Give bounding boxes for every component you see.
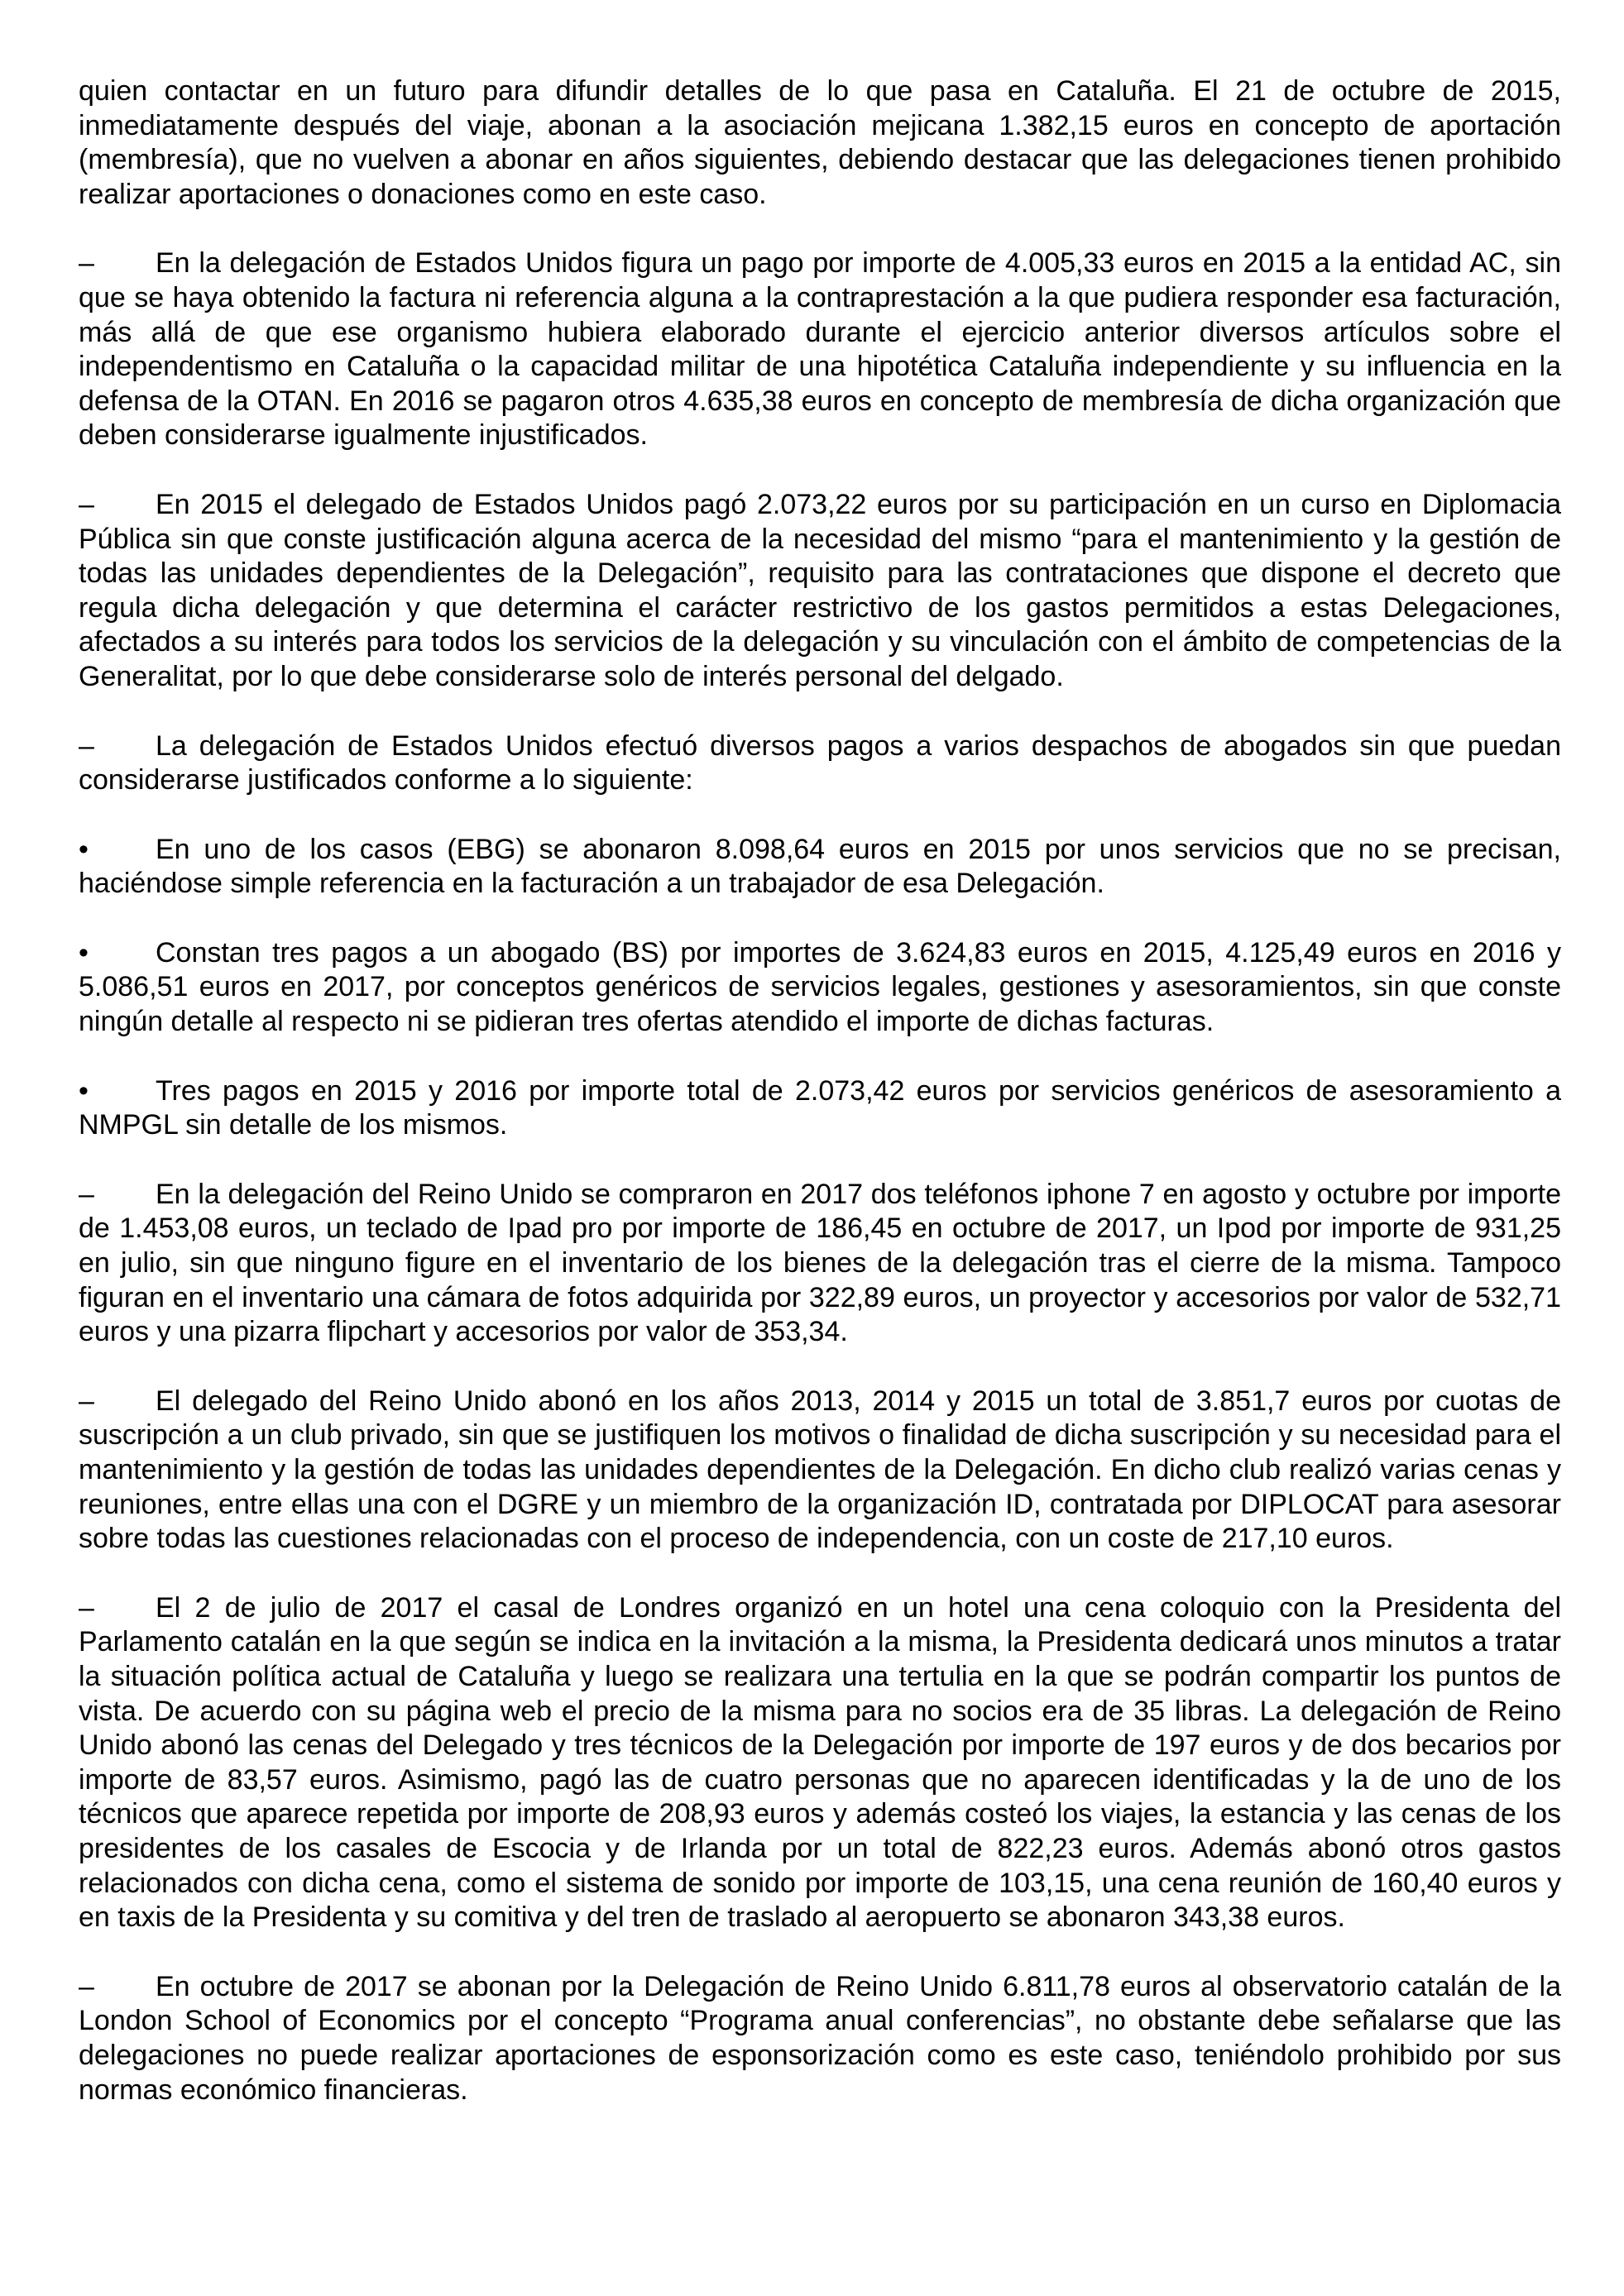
dash-paragraph: [79, 1178, 1561, 1350]
dash-paragraph: [79, 1970, 1561, 2107]
dash-marker: –: [79, 488, 94, 520]
paragraph-text: quien contactar en un futuro para difundir detalles de lo que pasa en Cataluña. El 21 de octubre de 2015, inmediatamente después del viaje, abonan a la asociación mejicana 1.382,15 euros en concepto de aportación (membresía), que no vuelven a abonar en años siguientes, debiendo destacar que las delegaciones tienen prohibido realizar aportaciones o donaciones como en este caso.: [79, 75, 1561, 210]
paragraph-text: Constan tres pagos a un abogado (BS) por importes de 3.624,83 euros en 2015, 4.125,49 euros en 2016 y 5.086,51 euros en 2017, por conceptos genéricos de servicios legales, gestiones y asesoramientos, sin que conste ningún detalle al respecto ni se pidieran tres ofertas atendido el importe de dichas facturas.: [79, 936, 1561, 1038]
paragraph-text: En 2015 el delegado de Estados Unidos pagó 2.073,22 euros por su participación en un curso en Diplomacia Pública sin que conste justificación alguna acerca de la necesidad del mismo “para el mantenimiento y la gestión de todas las unidades dependientes de la Delegación”, requisito para las contrataciones que dispone el decreto que regula dicha delegación y que determina el carácter restrictivo de los gastos permitidos a estas Delegaciones, afectados a su interés para todos los servicios de la delegación y su vinculación con el ámbito de competencias de la Generalitat, por lo que debe considerarse solo de interés personal del delgado.: [79, 488, 1561, 692]
dash-paragraph: [79, 1385, 1561, 1557]
paragraph-text: Tres pagos en 2015 y 2016 por importe total de 2.073,42 euros por servicios genéricos de asesoramiento a NMPGL sin detalle de los mismos.: [79, 1074, 1561, 1141]
dash-paragraph: [79, 1591, 1561, 1935]
paragraph-text: La delegación de Estados Unidos efectuó diversos pagos a varios despachos de abogados sin que puedan considerarse justificados conforme a lo siguiente:: [79, 729, 1561, 796]
dash-paragraph: [79, 729, 1561, 798]
dash-marker: –: [79, 247, 94, 280]
paragraph-text: El 2 de julio de 2017 el casal de Londres organizó en un hotel una cena coloquio con la Presidenta del Parlamento catalán en la que según se indica en la invitación a la misma, la Presidenta dedicará unos minutos a tratar la situación política actual de Cataluña y luego se realizara una tertulia en la que se podrán compartir los puntos de vista. De acuerdo con su página web el precio de la misma para no socios era de 35 libras. La delegación de Reino Unido abonó las cenas del Delegado y tres técnicos de la Delegación por importe de 197 euros y de dos becarios por importe de 83,57 euros. Asimismo, pagó las de cuatro personas que no aparecen identificadas y la de uno de los técnicos que aparece repetida por importe de 208,93 euros y además costeó los viajes, la estancia y las cenas de los presidentes de los casales de Escocia y de Irlanda por un total de 822,23 euros. Además abonó otros gastos relacionados con dicha cena, como el sistema de sonido por importe de 103,15, una cena reunión de 160,40 euros y en taxis de la Presidenta y su comitiva y del tren de traslado al aeropuerto se abonaron 343,38 euros.: [79, 1591, 1561, 1934]
paragraph-text: En uno de los casos (EBG) se abonaron 8.098,64 euros en 2015 por unos servicios que no se precisan, haciéndose simple referencia en la facturación a un trabajador de esa Delegación.: [79, 833, 1561, 900]
bullet-paragraph: [79, 936, 1561, 1040]
dash-marker: –: [79, 1385, 94, 1417]
paragraph: [79, 74, 1561, 212]
dash-marker: –: [79, 1178, 94, 1210]
document-page: [79, 74, 1561, 2142]
bullet-paragraph: [79, 833, 1561, 902]
dash-paragraph: [79, 488, 1561, 695]
bullet-marker: •: [79, 936, 89, 969]
paragraph-text: En octubre de 2017 se abonan por la Delegación de Reino Unido 6.811,78 euros al observatorio catalán de la London School of Economics por el concepto “Programa anual conferencias”, no obstante debe señalarse que las delegaciones no puede realizar aportaciones de esponsorización como es este caso, teniéndolo prohibido por sus normas económico financieras.: [79, 1970, 1561, 2106]
dash-marker: –: [79, 729, 94, 762]
dash-marker: –: [79, 1591, 94, 1624]
paragraph-text: En la delegación del Reino Unido se compraron en 2017 dos teléfonos iphone 7 en agosto y octubre por importe de 1.453,08 euros, un teclado de Ipad pro por importe de 186,45 en octubre de 2017, un Ipod por importe de 931,25 en julio, sin que ninguno figure en el inventario de los bienes de la delegación tras el cierre de la misma. Tampoco figuran en el inventario una cámara de fotos adquirida por 322,89 euros, un proyector y accesorios por valor de 532,71 euros y una pizarra flipchart y accesorios por valor de 353,34.: [79, 1178, 1561, 1348]
dash-marker: –: [79, 1970, 94, 2002]
bullet-paragraph: [79, 1074, 1561, 1143]
bullet-marker: •: [79, 1074, 89, 1107]
paragraph-text: En la delegación de Estados Unidos figura un pago por importe de 4.005,33 euros en 2015 a la entidad AC, sin que se haya obtenido la factura ni referencia alguna a la contraprestación a la que pudiera responder esa facturación, más allá de que ese organismo hubiera elaborado durante el ejercicio anterior diversos artículos sobre el independentismo en Cataluña o la capacidad militar de una hipotética Cataluña independiente y su influencia en la defensa de la OTAN. En 2016 se pagaron otros 4.635,38 euros en concepto de membresía de dicha organización que deben considerarse igualmente injustificados.: [79, 247, 1561, 452]
bullet-marker: •: [79, 833, 89, 865]
paragraph-text: El delegado del Reino Unido abonó en los años 2013, 2014 y 2015 un total de 3.851,7 euros por cuotas de suscripción a un club privado, sin que se justifiquen los motivos o finalidad de dicha suscripción y su necesidad para el mantenimiento y la gestión de todas las unidades dependientes de la Delegación. En dicho club realizó varias cenas y reuniones, entre ellas una con el DGRE y un miembro de la organización ID, contratada por DIPLOCAT para asesorar sobre todas las cuestiones relacionadas con el proceso de independencia, con un coste de 217,10 euros.: [79, 1385, 1561, 1555]
dash-paragraph: [79, 246, 1561, 453]
